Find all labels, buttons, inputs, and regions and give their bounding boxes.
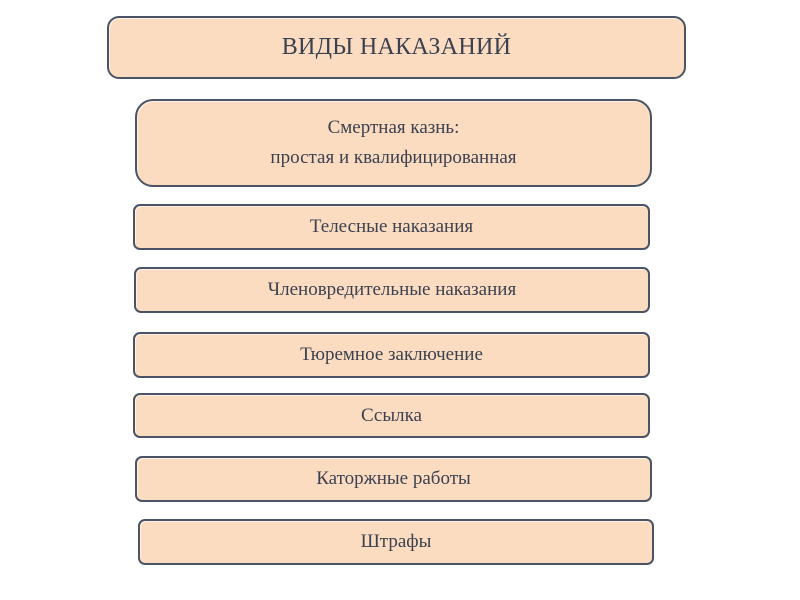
diagram-title-box bbox=[107, 16, 686, 79]
death-penalty-line-1: Смертная казнь: bbox=[327, 117, 460, 138]
diagram-title: ВИДЫ НАКАЗАНИЙ bbox=[281, 34, 512, 60]
death-penalty-box bbox=[135, 99, 652, 187]
death-penalty-line-2: простая и квалифицированная bbox=[270, 147, 517, 168]
punishment-mutilation-box bbox=[134, 267, 650, 313]
punishment-fines-label: Штрафы bbox=[360, 531, 432, 552]
punishment-fines-box bbox=[138, 519, 654, 565]
punishment-imprisonment-label: Тюремное заключение bbox=[300, 344, 483, 365]
punishment-imprisonment-box bbox=[133, 332, 650, 378]
punishment-mutilation-label: Членовредительные наказания bbox=[267, 279, 517, 300]
punishment-hard-labor-label: Каторжные работы bbox=[316, 468, 471, 489]
punishment-corporal-box bbox=[133, 204, 650, 250]
punishment-corporal-label: Телесные наказания bbox=[309, 216, 474, 237]
punishment-exile-box bbox=[133, 393, 650, 438]
punishment-exile-label: Ссылка bbox=[361, 404, 422, 426]
punishment-hard-labor-box bbox=[135, 456, 652, 502]
